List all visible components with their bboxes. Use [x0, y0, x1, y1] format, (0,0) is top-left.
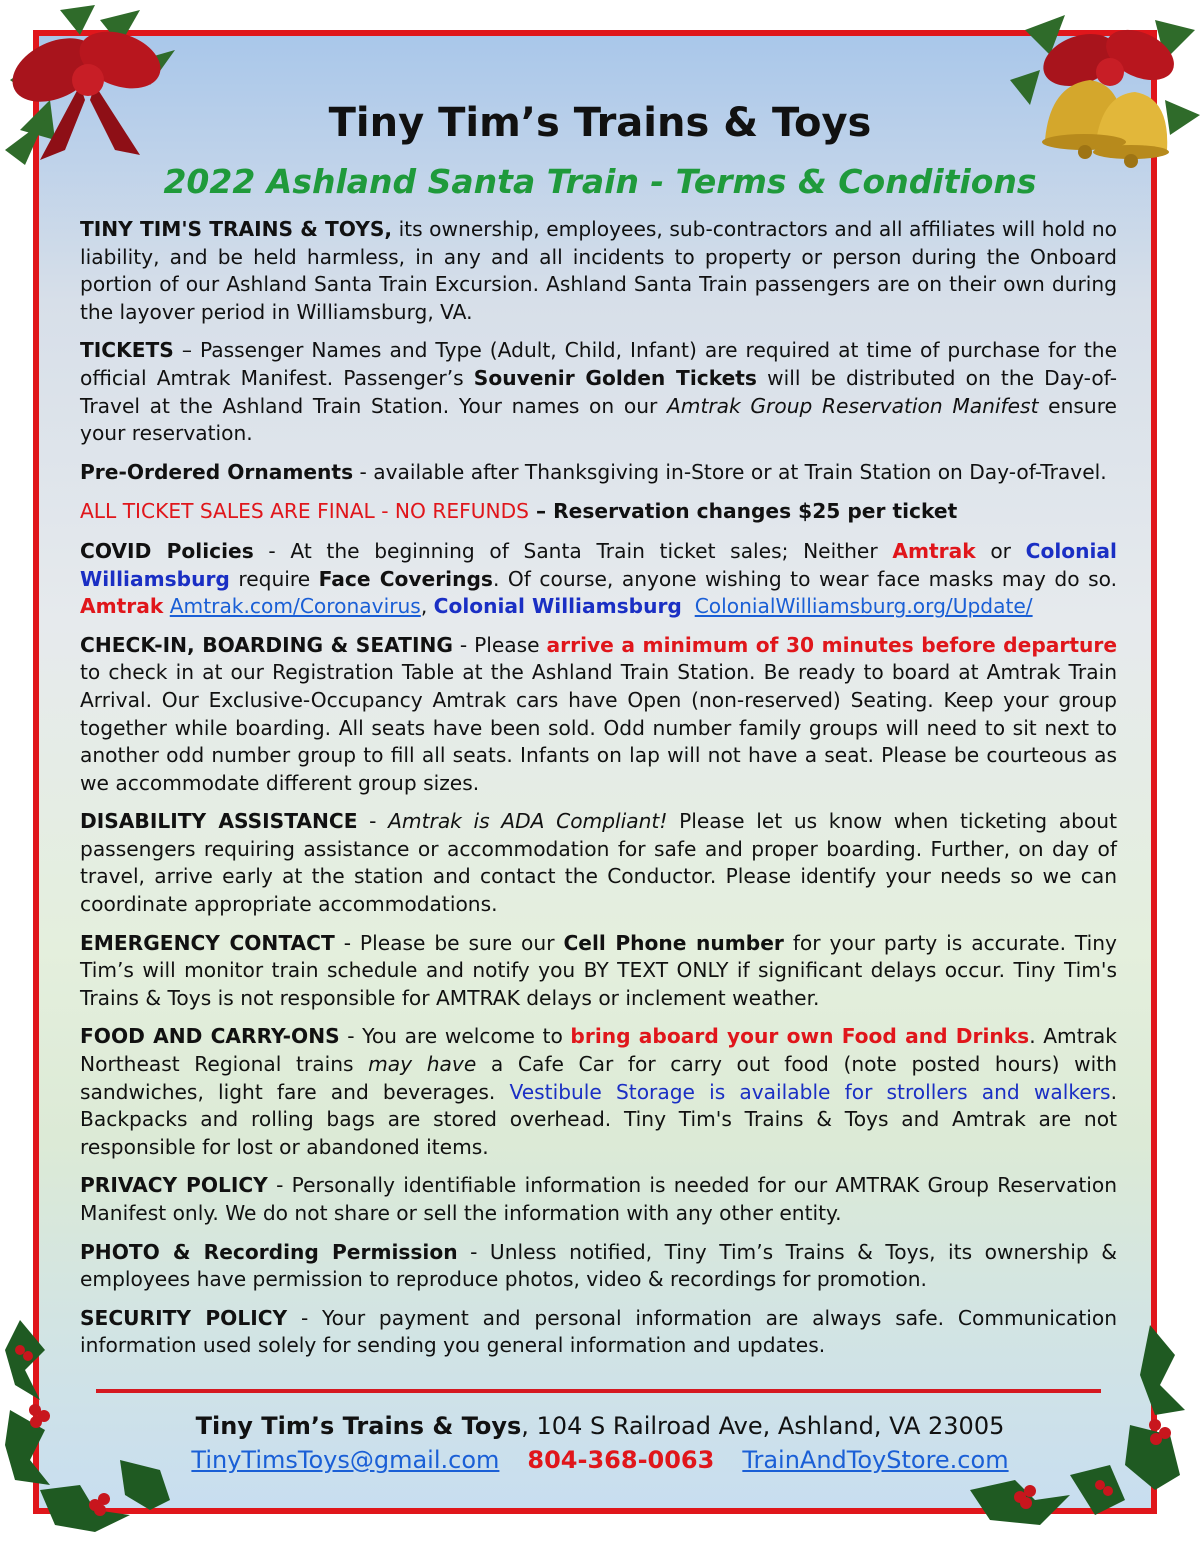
bow-icon [0, 0, 180, 175]
face-coverings-text: Face Coverings [318, 566, 493, 591]
liability-text: its ownership, employees, sub-contractors and all affiliates will hold no liability, and be held harmless, in any and all incidents to property or person during the Onboard portion of our Ashland Santa Train Excursion. Ashland Santa Train passengers are on their own during the layover period in Williamsburg, VA. [80, 217, 1117, 324]
checkin-heading: CHECK-IN, BOARDING & SEATING [80, 632, 453, 657]
phone-number[interactable]: 804-368-0063 [527, 1446, 715, 1474]
colonial-williamsburg-label: Colonial Williamsburg [80, 538, 1117, 591]
ornaments-paragraph [80, 459, 1117, 487]
checkin-text: to check in at our Registration Table at the Ashland Train Station. Be ready to board at Amtrak Train Arrival. Our Exclusive-Occupancy Amtrak cars have Open (non-reserved) Seating. Keep your group together while boarding. All seats have been sold. Odd number family groups will need to sit next to another odd number group to fill all seats. Infants on lap will not have a seat. Please be courteous as we accommodate different group sizes. [80, 660, 1117, 795]
security-heading: SECURITY POLICY [80, 1305, 288, 1330]
checkin-paragraph [80, 632, 1117, 798]
food-paragraph [80, 1023, 1117, 1161]
food-text: - You are welcome to [339, 1024, 571, 1049]
food-text: . Backpacks and rolling bags are stored overhead. Tiny Tim's Trains & Toys and Amtrak are not responsible for lost or abandoned items. [80, 1079, 1117, 1159]
liability-paragraph [80, 216, 1117, 326]
manifest-text: Amtrak Group Reservation Manifest [666, 393, 1039, 418]
disability-text: - [357, 809, 389, 834]
website-link[interactable]: TrainAndToyStore.com [742, 1446, 1009, 1474]
covid-heading: COVID Policies [80, 538, 254, 563]
souvenir-tickets-text: Souvenir Golden Tickets [473, 365, 757, 390]
emergency-paragraph [80, 930, 1117, 1013]
food-text: a Cafe Car for carry out food (note posted hours) with sandwiches, light fare and beverages. [80, 1052, 1117, 1104]
email-link[interactable]: TinyTimsToys@gmail.com [191, 1446, 500, 1474]
ada-compliant-text: Amtrak is ADA Compliant! [388, 809, 668, 834]
footer-address [0, 1412, 1200, 1440]
covid-text: , [420, 594, 434, 619]
ornaments-heading: Pre-Ordered Ornaments [80, 459, 354, 484]
security-text: - Your payment and personal information are always safe. Communication information used solely for sending you general information and updates. [80, 1305, 1117, 1358]
tickets-paragraph [80, 337, 1117, 447]
reservation-changes-text: – Reservation changes $25 per ticket [528, 499, 958, 524]
vestibule-storage-notice: Vestibule Storage is available for strollers and walkers [509, 1079, 1111, 1104]
cell-phone-text: Cell Phone number [563, 930, 784, 955]
amtrak-label: Amtrak [80, 594, 164, 619]
footer-address-text: , 104 S Railroad Ave, Ashland, VA 23005 [521, 1412, 1005, 1440]
checkin-text: - Please [452, 632, 547, 657]
food-text: . Amtrak Northeast Regional trains [80, 1024, 1117, 1077]
covid-paragraph [80, 538, 1117, 621]
tickets-text: will be distributed on the Day-of-Travel at the Ashland Train Station. Your names on our [80, 365, 1117, 418]
bells-icon [1005, 0, 1200, 180]
photo-text: - Unless notified, Tiny Tim’s Trains & Toys, its ownership & employees have permission to reproduce photos, video & recordings for promotion. [80, 1239, 1117, 1292]
footer-store-name: Tiny Tim’s Trains & Toys [195, 1412, 522, 1440]
emergency-text: for your party is accurate. Tiny Tim’s will monitor train schedule and notify you BY TEXT ONLY if significant delays occur. Tiny Tim's Trains & Toys is not responsible for AMTRAK delays or inclement weather. [80, 930, 1117, 1010]
photo-heading: PHOTO & Recording Permission [80, 1239, 458, 1264]
colonial-williamsburg-label: Colonial Williamsburg [433, 594, 682, 619]
terms-content [80, 216, 1117, 1371]
photo-paragraph [80, 1239, 1117, 1294]
covid-text: . Of course, anyone wishing to wear face masks may do so. [492, 566, 1118, 591]
disability-text: Please let us know when ticketing about passengers requiring assistance or accommodation for safe and proper boarding. Further, on day of travel, arrive early at the station and contact the Conductor. Please identify your needs so we can coordinate appropriate accommodations. [80, 809, 1117, 917]
amtrak-label: Amtrak [892, 538, 976, 563]
tickets-heading: TICKETS [80, 338, 174, 363]
privacy-text: - Personally identifiable information is needed for our AMTRAK Group Reservation Manifest only. We do not share or sell the information with any other entity. [80, 1173, 1117, 1225]
page-subtitle: 2022 Ashland Santa Train - Terms & Conditions [163, 162, 1037, 201]
footer-divider [96, 1389, 1101, 1393]
security-paragraph [80, 1305, 1117, 1360]
footer-contacts [0, 1446, 1200, 1474]
food-heading: FOOD AND CARRY-ONS [80, 1024, 340, 1049]
tickets-text: ensure your reservation. [80, 393, 1117, 446]
may-have-text: may have [368, 1052, 477, 1077]
final-sales-paragraph [80, 498, 1117, 526]
emergency-text: - Please be sure our [334, 930, 564, 955]
colonial-williamsburg-link[interactable]: ColonialWilliamsburg.org/Update/ [694, 594, 1033, 619]
privacy-heading: PRIVACY POLICY [80, 1173, 268, 1198]
page-title: Tiny Tim’s Trains & Toys [328, 100, 872, 146]
tickets-text: – Passenger Names and Type (Adult, Child, Infant) are required at time of purchase for the official Amtrak Manifest. Passenger’s [80, 338, 1117, 390]
disability-paragraph [80, 808, 1117, 918]
arrival-time-notice: arrive a minimum of 30 minutes before departure [546, 632, 1118, 657]
ornaments-text: - available after Thanksgiving in-Store or at Train Station on Day-of-Travel. [353, 459, 1107, 484]
covid-text: or [975, 538, 1026, 563]
disability-heading: DISABILITY ASSISTANCE [80, 809, 358, 834]
emergency-heading: EMERGENCY CONTACT [80, 930, 335, 955]
amtrak-coronavirus-link[interactable]: Amtrak.com/Coronavirus [169, 594, 421, 619]
covid-text: require [229, 566, 319, 591]
privacy-paragraph [80, 1172, 1117, 1227]
no-refunds-notice: ALL TICKET SALES ARE FINAL - NO REFUNDS [80, 499, 529, 524]
liability-heading: TINY TIM'S TRAINS & TOYS, [80, 217, 393, 241]
covid-text: - At the beginning of Santa Train ticket sales; Neither [253, 538, 893, 563]
own-food-notice: bring aboard your own Food and Drinks [570, 1024, 1030, 1049]
